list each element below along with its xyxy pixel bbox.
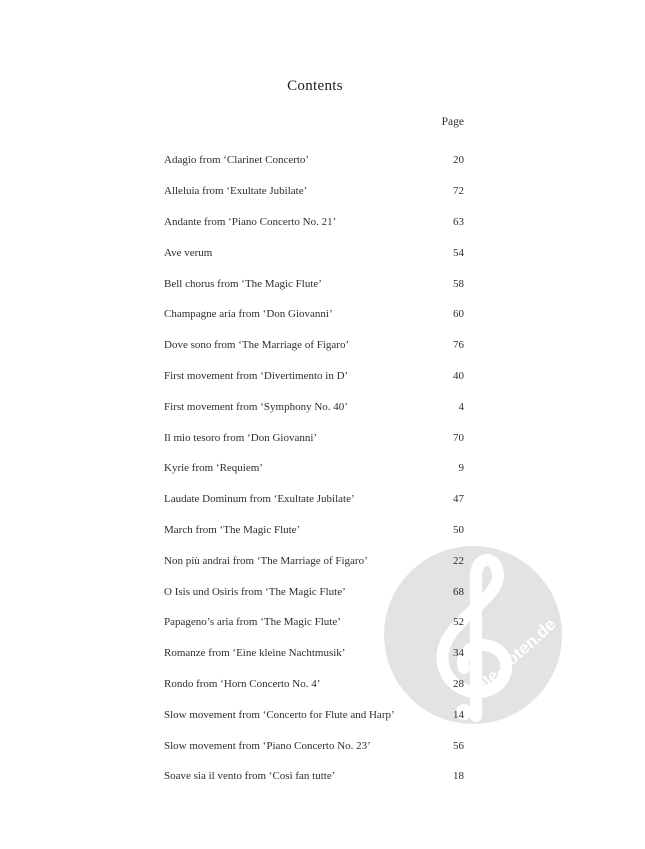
toc-entry [164, 699, 464, 730]
toc-entry-page: 68 [453, 585, 464, 598]
toc-entry [164, 545, 464, 576]
toc-entry [164, 299, 464, 330]
toc-entry-title: Ave verum [164, 246, 213, 259]
toc-entry-title: Dove sono from ‘The Marriage of Figaro’ [164, 339, 350, 352]
toc-entry-page: 60 [453, 308, 464, 321]
toc-entry [164, 730, 464, 761]
toc-entry-title: Romanze from ‘Eine kleine Nachtmusik’ [164, 647, 346, 660]
toc-entry [164, 176, 464, 207]
watermark-text: alle-noten.de [468, 614, 560, 699]
toc-entry-page: 50 [453, 523, 464, 536]
toc-entry-title: First movement from ‘Divertimento in D’ [164, 369, 349, 382]
toc-entry-page: 70 [453, 431, 464, 444]
toc-entry-page: 52 [453, 616, 464, 629]
toc-entry-title: Andante from ‘Piano Concerto No. 21’ [164, 215, 337, 228]
toc-entry [164, 607, 464, 638]
toc-entry-title: Papageno’s aria from ‘The Magic Flute’ [164, 616, 341, 629]
toc-entry [164, 330, 464, 361]
toc-entry [164, 145, 464, 176]
toc-entry [164, 453, 464, 484]
page-title: Contents [287, 78, 343, 94]
toc-entry-title: March from ‘The Magic Flute’ [164, 523, 301, 536]
toc-entry-title: Soave sia il vento from ‘Così fan tutte’ [164, 770, 336, 783]
toc-entry [164, 207, 464, 238]
toc-entry [164, 669, 464, 700]
toc-entry [164, 268, 464, 299]
toc-entry [164, 361, 464, 392]
toc-entry-title: Kyrie from ‘Requiem’ [164, 462, 263, 475]
toc-entry-title: O Isis und Osiris from ‘The Magic Flute’ [164, 585, 346, 598]
toc-entry-title: Laudate Dominum from ‘Exultate Jubilate’ [164, 493, 355, 506]
toc-entry-title: Il mio tesoro from ‘Don Giovanni’ [164, 431, 318, 444]
toc-entry-page: 54 [453, 246, 464, 259]
toc-entry-page: 47 [453, 493, 464, 506]
toc-entry-title: Adagio from ‘Clarinet Concerto’ [164, 154, 310, 167]
toc-entry-page: 76 [453, 339, 464, 352]
toc-entry-page: 20 [453, 154, 464, 167]
toc-entry [164, 422, 464, 453]
toc-entry-page: 28 [453, 677, 464, 690]
toc-entry-page: 63 [453, 215, 464, 228]
toc-entry-title: Slow movement from ‘Concerto for Flute and Harp’ [164, 708, 395, 721]
toc-entry-title: First movement from ‘Symphony No. 40’ [164, 400, 348, 413]
toc-entry-page: 72 [453, 185, 464, 198]
toc-entry [164, 515, 464, 546]
toc-entry [164, 761, 464, 792]
toc-entry-page: 34 [453, 647, 464, 660]
toc-entry-title: Non più andrai from ‘The Marriage of Figaro’ [164, 554, 368, 567]
page-column-header: Page [441, 116, 464, 128]
toc-entry-page: 40 [453, 369, 464, 382]
toc-entry-title: Slow movement from ‘Piano Concerto No. 23’ [164, 739, 371, 752]
toc-entry-page: 4 [458, 400, 464, 413]
toc-entry [164, 638, 464, 669]
toc-entry-page: 18 [453, 770, 464, 783]
toc-entry-page: 58 [453, 277, 464, 290]
toc-entry [164, 484, 464, 515]
toc-entry-page: 14 [453, 708, 464, 721]
toc-entry-title: Bell chorus from ‘The Magic Flute’ [164, 277, 322, 290]
toc-entry [164, 237, 464, 268]
toc-entry-page: 22 [453, 554, 464, 567]
toc-entry [164, 391, 464, 422]
toc-entry-page: 56 [453, 739, 464, 752]
toc-entry-title: Champagne aria from ‘Don Giovanni’ [164, 308, 333, 321]
toc-entry-page: 9 [458, 462, 464, 475]
toc-entry-title: Alleluia from ‘Exultate Jubilate’ [164, 185, 308, 198]
toc-entry-title: Rondo from ‘Horn Concerto No. 4’ [164, 677, 321, 690]
table-of-contents [164, 145, 464, 792]
toc-entry [164, 576, 464, 607]
